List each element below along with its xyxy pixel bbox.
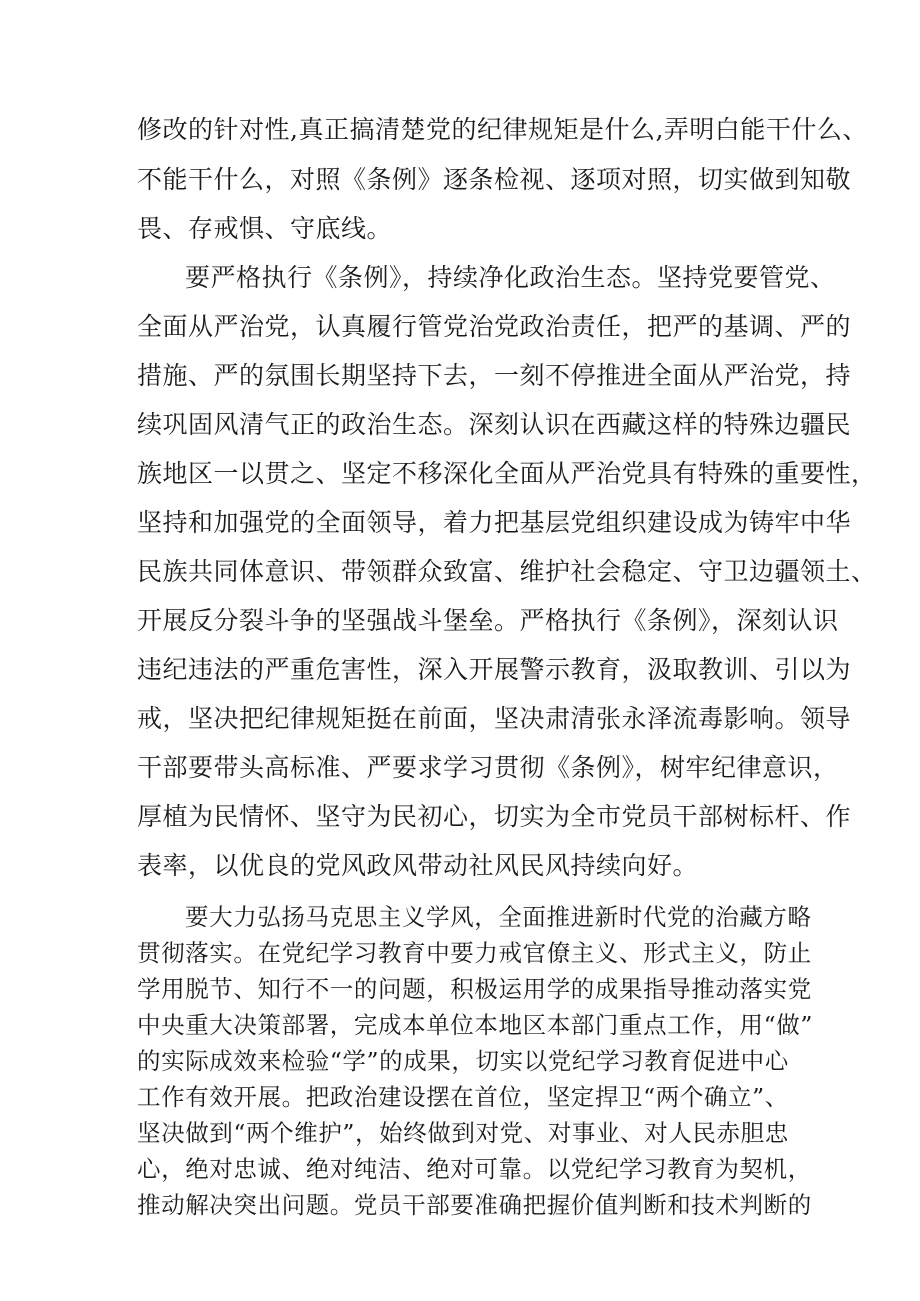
text-line: 修改的针对性,真正搞清楚党的纪律规矩是什么,弄明白能干什么、: [137, 115, 868, 144]
text-line: 要大力弘扬马克思主义学风，全面推进新时代党的治藏方略: [185, 903, 812, 931]
text-line: 厚植为民情怀、坚守为民初心，切实为全市党员干部树标杆、作: [137, 802, 852, 831]
text-line: 干部要带头高标准、严要求学习贯彻《条例》，树牢纪律意识，: [137, 753, 839, 782]
text-line: 心，绝对忠诚、绝对纯洁、绝对可靠。以党纪学习教育为契机，: [137, 1155, 812, 1183]
text-line: 措施、严的氛围长期坚持下去，一刻不停推进全面从严治党，持: [137, 361, 852, 390]
text-line: 推动解决突出问题。党员干部要准确把握价值判断和技术判断的: [137, 1191, 812, 1219]
text-line: 坚持和加强党的全面领导，着力把基层党组织建设成为铸牢中华: [137, 508, 852, 537]
text-line: 表率，以优良的党风政风带动社风民风持续向好。: [137, 851, 699, 880]
text-line: 贯彻落实。在党纪学习教育中要力戒官僚主义、形式主义，防止: [137, 939, 812, 967]
text-line: 戒，坚决把纪律规矩挺在前面，坚决肃清张永泽流毒影响。领导: [137, 704, 852, 733]
text-line: 开展反分裂斗争的坚强战斗堡垒。严格执行《条例》，深刻认识: [137, 606, 839, 635]
text-line: 违纪违法的严重危害性，深入开展警示教育，汲取教训、引以为: [137, 655, 852, 684]
text-line: 民族共同体意识、带领群众致富、维护社会稳定、守卫边疆领土、: [137, 557, 877, 586]
text-line: 畏、存戒惧、守底线。: [137, 214, 393, 243]
text-line: 族地区一以贯之、坚定不移深化全面从严治党具有特殊的重要性，: [137, 459, 877, 488]
text-line: 的实际成效来检验“学”的成果，切实以党纪学习教育促进中心: [137, 1047, 789, 1075]
text-line: 全面从严治党，认真履行管党治党政治责任，把严的基调、严的: [137, 312, 852, 341]
text-line: 不能干什么，对照《条例》逐条检视、逐项对照，切实做到知敬: [137, 165, 852, 194]
text-line: 工作有效开展。把政治建设摆在首位，坚定捍卫“两个确立”、: [137, 1083, 789, 1111]
text-line: 续巩固风清气正的政治生态。深刻认识在西藏这样的特殊边疆民: [137, 410, 852, 439]
text-line: 中央重大决策部署，完成本单位本地区本部门重点工作，用“做”: [137, 1011, 813, 1039]
text-line: 学用脱节、知行不一的问题，积极运用学的成果指导推动落实党: [137, 975, 812, 1003]
text-line: 要严格执行《条例》，持续净化政治生态。坚持党要管党、: [185, 263, 836, 292]
text-line: 坚决做到“两个维护”，始终做到对党、对事业、对人民赤胆忠: [137, 1119, 789, 1147]
